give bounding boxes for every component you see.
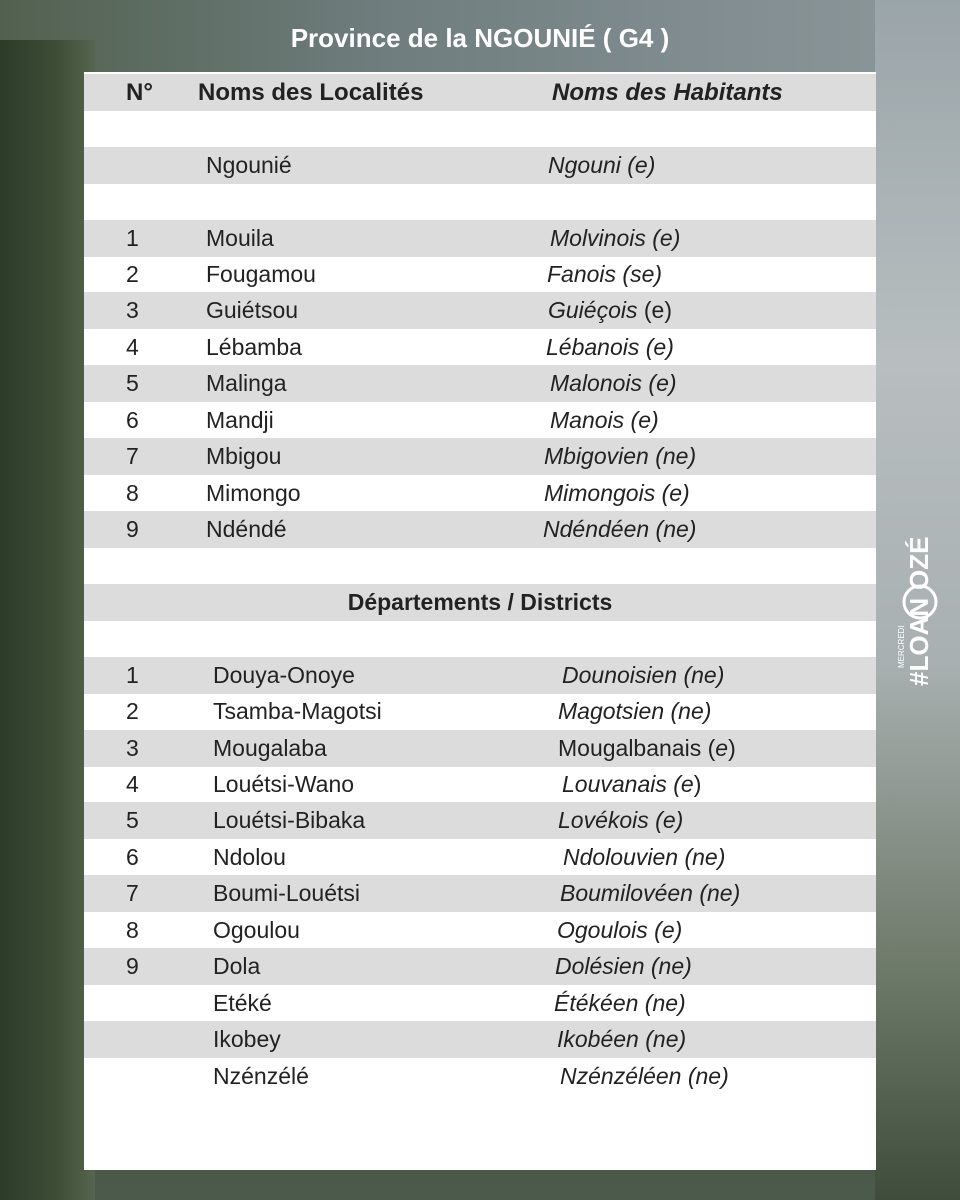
row-localite: Fougamou	[206, 261, 316, 287]
header-number: N°	[126, 79, 153, 106]
table-row	[84, 220, 876, 257]
row-localite: Mouila	[206, 225, 274, 251]
background-foliage	[0, 40, 95, 1200]
row-habitant: Magotsien (ne)	[558, 698, 712, 724]
row-localite: Louétsi-Bibaka	[213, 807, 366, 833]
table-row	[84, 912, 876, 949]
table-row	[84, 875, 876, 912]
section-title: Départements / Districts	[347, 589, 613, 615]
row-localite: Dola	[213, 953, 261, 979]
row-number: 5	[126, 807, 139, 833]
row-habitant: Lébanois (e)	[546, 334, 674, 360]
row-localite: Guiétsou	[206, 297, 299, 323]
table-row	[84, 292, 876, 329]
row-habitant: Manois (e)	[550, 407, 659, 433]
row-number: 6	[126, 407, 139, 433]
row-habitant: Ikobéen (ne)	[557, 1026, 687, 1052]
table-row	[84, 329, 876, 366]
row-localite: Malinga	[206, 370, 287, 396]
row-localite: Louétsi-Wano	[213, 771, 355, 797]
row-number: 4	[126, 334, 139, 360]
header-localites: Noms des Localités	[198, 79, 424, 106]
row-number: 5	[126, 370, 139, 396]
row-localite: Ndolou	[213, 844, 286, 870]
row-localite: Lébamba	[206, 334, 302, 360]
row-habitant: Lovékois (e)	[558, 807, 684, 833]
row-number: 7	[126, 880, 139, 906]
table-row	[84, 839, 876, 876]
row-number: 9	[126, 953, 139, 979]
row-localite: Mougalaba	[213, 735, 327, 761]
row-number: 8	[126, 480, 139, 506]
row-number: 8	[126, 917, 139, 943]
row-localite: Mimongo	[206, 480, 301, 506]
table-row	[84, 438, 876, 475]
row-habitant: Nzénzéléen (ne)	[560, 1063, 729, 1089]
row-number: 2	[126, 261, 139, 287]
row-habitant: Ndolouvien (ne)	[563, 844, 726, 870]
logo-brand: OZÉ	[904, 536, 934, 590]
row-number: 1	[126, 225, 139, 251]
row-number: 3	[126, 297, 139, 323]
table-row	[84, 948, 876, 985]
row-number: 9	[126, 516, 139, 542]
row-localite: Mandji	[206, 407, 274, 433]
row-habitant: Boumilovéen (ne)	[560, 880, 741, 906]
row-number: 3	[126, 735, 139, 761]
table-row	[84, 802, 876, 839]
row-habitant: Étékéen (ne)	[554, 990, 686, 1016]
table-panel	[84, 72, 876, 1170]
row-localite: Tsamba-Magotsi	[213, 698, 382, 724]
header-habitants: Noms des Habitants	[552, 79, 783, 106]
table-row	[84, 475, 876, 512]
row-localite: Etéké	[213, 990, 272, 1016]
table-row	[84, 1058, 876, 1095]
page-title: Province de la NGOUNIÉ ( G4 )	[290, 23, 670, 53]
row-habitant: Molvinois (e)	[550, 225, 681, 251]
table-row	[84, 256, 876, 293]
row-habitant: Louvanais (e)	[562, 771, 702, 797]
row-localite: Mbigou	[206, 443, 282, 469]
row-localite: Douya-Onoye	[213, 662, 355, 688]
table-row	[84, 1021, 876, 1058]
row-habitant: Guiéçois (e)	[548, 297, 672, 323]
table-row	[84, 693, 876, 730]
row-number: 1	[126, 662, 139, 688]
province-row	[84, 147, 876, 184]
row-habitant: Mimongois (e)	[544, 480, 690, 506]
table-row	[84, 766, 876, 803]
row-localite: Nzénzélé	[213, 1063, 309, 1089]
row-number: 7	[126, 443, 139, 469]
table-header-row	[84, 74, 876, 111]
table-row	[84, 730, 876, 767]
row-localite: Boumi-Louétsi	[213, 880, 361, 906]
table-row	[84, 657, 876, 694]
row-localite: Ogoulou	[213, 917, 300, 943]
province-name: Ngounié	[206, 152, 292, 178]
row-habitant: Ndéndéen (ne)	[543, 516, 697, 542]
row-number: 4	[126, 771, 139, 797]
row-habitant: Dolésien (ne)	[555, 953, 692, 979]
row-habitant: Ogoulois (e)	[557, 917, 683, 943]
logo-hashtag: #LOAN	[904, 597, 934, 686]
row-number: 2	[126, 698, 139, 724]
row-habitant: Dounoisien (ne)	[562, 662, 725, 688]
row-localite: Ikobey	[213, 1026, 281, 1052]
row-habitant: Mbigovien (ne)	[544, 443, 697, 469]
row-number: 6	[126, 844, 139, 870]
row-habitant: Fanois (se)	[547, 261, 663, 287]
row-habitant: Malonois (e)	[550, 370, 677, 396]
row-habitant: Mougalbanais (e)	[558, 735, 736, 761]
row-localite: Ndéndé	[206, 516, 287, 542]
province-habitant: Ngouni (e)	[548, 152, 656, 178]
table-row	[84, 365, 876, 402]
logo-day: MERCREDI	[897, 625, 906, 668]
table-row	[84, 985, 876, 1022]
table-row	[84, 511, 876, 548]
loanoze-logo	[898, 510, 946, 690]
table-row	[84, 402, 876, 439]
section-row	[84, 584, 876, 621]
